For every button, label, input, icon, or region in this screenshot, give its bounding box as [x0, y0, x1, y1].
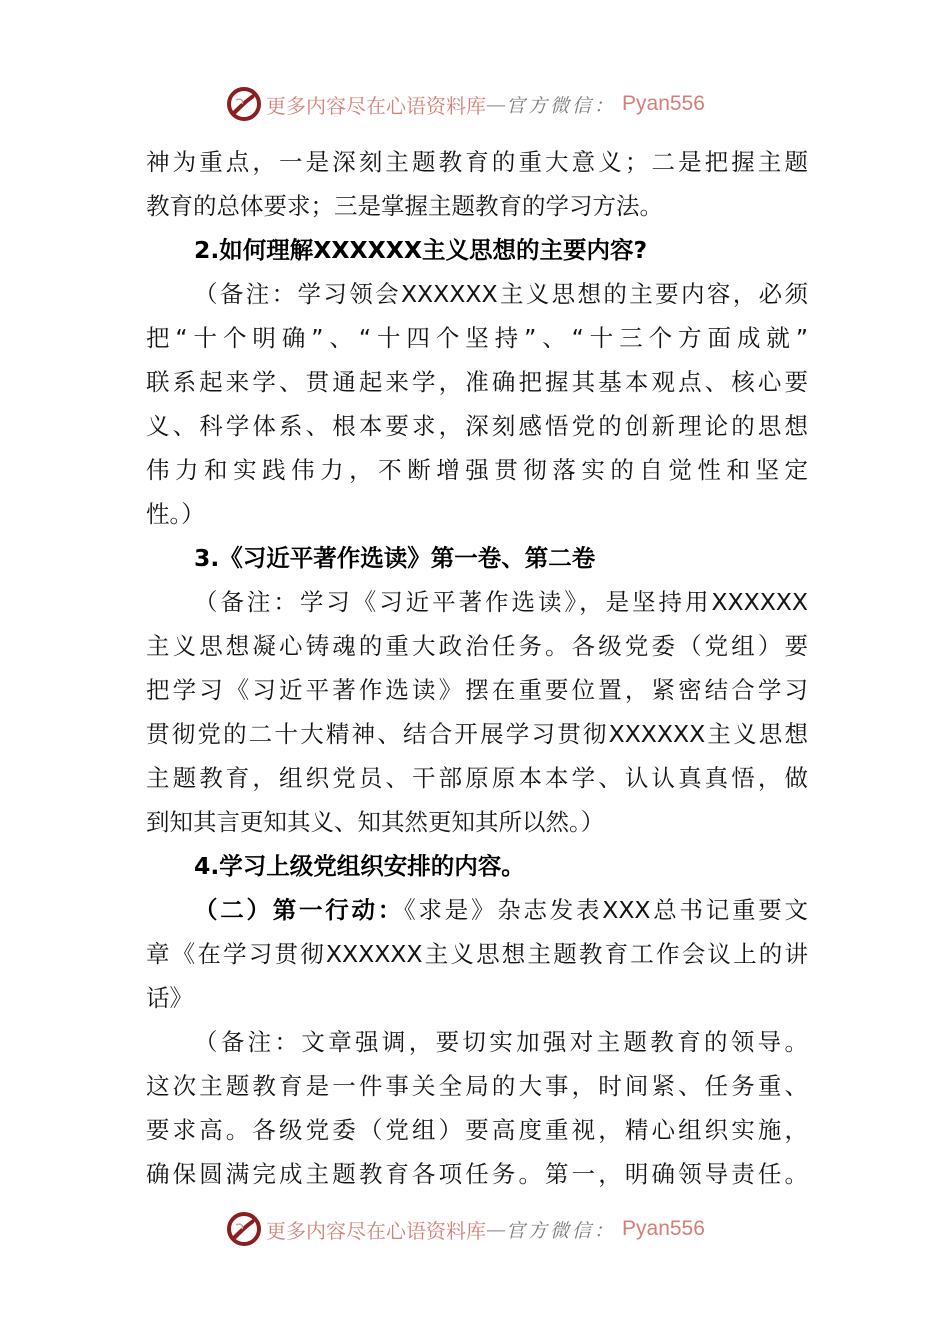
section-heading-2: 2.如何理解XXXXXX主义思想的主要内容? — [194, 236, 648, 264]
paragraph-line: 章《在学习贯彻XXXXXX主义思想主题教育工作会议上的讲 — [146, 940, 808, 968]
paragraph-line: 性。） — [146, 500, 205, 528]
paragraph-line: （备注：学习《习近平著作选读》，是坚持用XXXXXX — [194, 588, 808, 616]
paragraph-line: 主题教育，组织党员、干部原原本本学、认认真真悟，做 — [146, 764, 808, 792]
paragraph-line: 把学习《习近平著作选读》摆在重要位置，紧密结合学习 — [146, 676, 808, 704]
banner-brand-text: 更多内容尽在心语资料库 — [266, 93, 486, 118]
header-banner — [226, 84, 705, 124]
paragraph-line: 伟力和实践伟力，不断增强贯彻落实的自觉性和坚定 — [146, 456, 808, 484]
paragraph-line: 神为重点，一是深刻主题教育的重大意义；二是把握主题 — [146, 148, 808, 176]
paragraph-line: 把“十个明确”、“十四个坚持”、“十三个方面成就” — [146, 324, 808, 352]
paragraph-line: 主义思想凝心铸魂的重大政治任务。各级党委（党组）要 — [146, 632, 808, 660]
paragraph-line: 教育的总体要求；三是掌握主题教育的学习方法。 — [146, 192, 663, 220]
banner-official-label: 官方微信： — [506, 94, 617, 117]
section-heading-3: 3.《习近平著作选读》第一卷、第二卷 — [194, 544, 596, 572]
paragraph-line: 确保圆满完成主题教育各项任务。第一，明确领导责任。 — [146, 1160, 808, 1188]
paragraph-line: 联系起来学、贯通起来学，准确把握其基本观点、核心要 — [146, 368, 808, 396]
quill-pen-logo-icon — [226, 86, 262, 122]
paragraph-line-first-action — [146, 888, 808, 932]
paragraph-line: 要求高。各级党委（党组）要高度重视，精心组织实施， — [146, 1116, 808, 1144]
paragraph-line: （备注：文章强调，要切实加强对主题教育的领导。 — [194, 1028, 808, 1056]
banner-official-label: 官方微信： — [506, 1219, 617, 1242]
section-heading-4: 4.学习上级党组织安排的内容。 — [194, 852, 525, 880]
paragraph-line: 这次主题教育是一件事关全局的大事，时间紧、任务重、 — [146, 1072, 808, 1100]
paragraph-line: （备注：学习领会XXXXXX主义思想的主要内容，必须 — [194, 280, 808, 308]
banner-dash: — — [486, 92, 506, 116]
document-body — [146, 140, 808, 1196]
banner-wechat-id: Pyan556 — [622, 92, 705, 115]
banner-brand-text: 更多内容尽在心语资料库 — [266, 1218, 486, 1243]
quill-pen-logo-icon — [226, 1211, 262, 1247]
first-action-label: （二）第一行动： — [194, 896, 404, 924]
banner-wechat-id: Pyan556 — [622, 1217, 705, 1240]
first-action-text: 《求是》杂志发表XXX总书记重要文 — [403, 896, 809, 924]
footer-banner — [226, 1209, 705, 1249]
banner-dash: — — [486, 1217, 506, 1241]
paragraph-line: 话》 — [146, 984, 193, 1012]
paragraph-line: 义、科学体系、根本要求，深刻感悟党的创新理论的思想 — [146, 412, 808, 440]
paragraph-line: 贯彻党的二十大精神、结合开展学习贯彻XXXXXX主义思想 — [146, 720, 808, 748]
paragraph-line: 到知其言更知其义、知其然更知其所以然。） — [146, 808, 605, 836]
